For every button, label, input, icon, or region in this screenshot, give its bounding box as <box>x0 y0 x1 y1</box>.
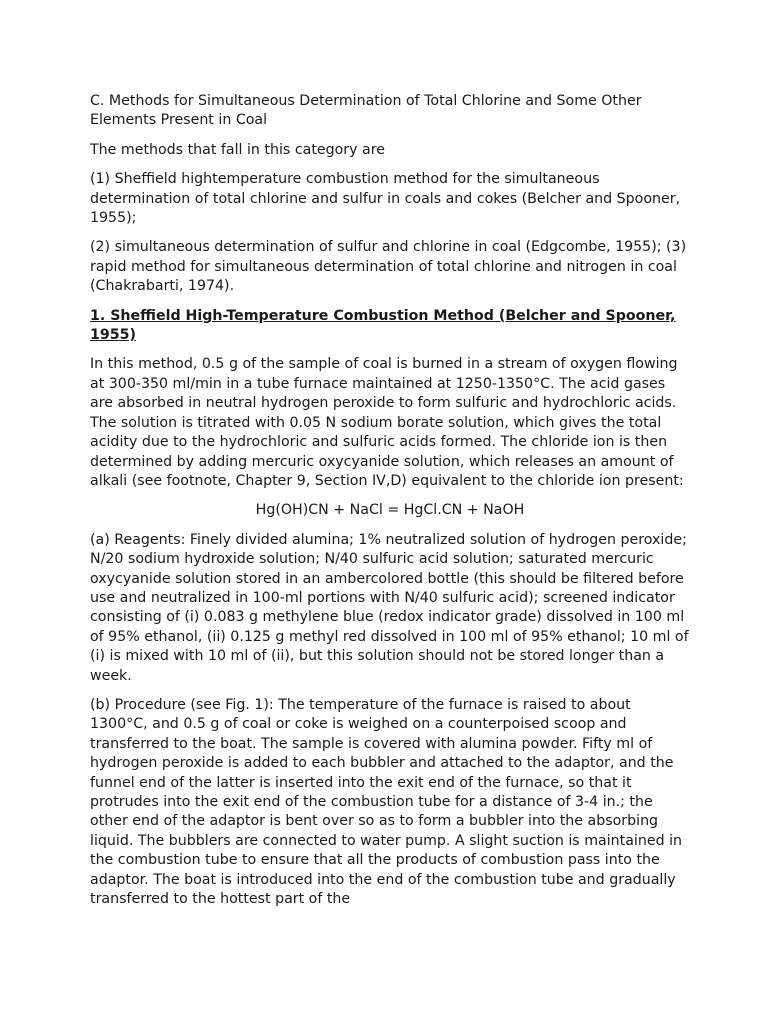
method-1-paragraph: (1) Sheffield hightemperature combustion method for the simultaneous determination of total chlorine and sulfur in coals and cokes (Belcher and Spooner, 1955); <box>90 171 681 227</box>
procedure-paragraph: (b) Procedure (see Fig. 1): The temperature of the furnace is raised to about 1300°C, and 0.5 g of coal or coke is weighed on a counterpoised scoop and transferred to the boat. The sample is covered with alumina powder. Fifty ml of hydrogen peroxide is added to each bubbler and attached to the adaptor, and the funnel end of the latter is inserted into the exit end of the furnace, so that it protrudes into the exit end of the combustion tube for a distance of 3-4 in.; the other end of the adaptor is bent over so as to form a bubbler into the absorbing liquid. The bubblers are connected to water pump. A slight suction is maintained in the combustion tube to ensure that all the products of combustion pass into the adaptor. The boat is introduced into the end of the combustion tube and gradually transferred to the hottest part of the <box>90 696 683 908</box>
method-description-paragraph: In this method, 0.5 g of the sample of coal is burned in a stream of oxygen flowing at 300-350 ml/min in a tube furnace maintained at 1250-1350°C. The acid gases are absorbed in neutral hydrogen peroxide to form sulfuric and hydrochloric acids. The solution is titrated with 0.05 N sodium borate solution, which gives the total acidity due to the hydrochloric and sulfuric acids formed. The chloride ion is then determined by adding mercuric oxycyanide solution, which releases an amount of alkali (see footnote, Chapter 9, Section IV,D) equivalent to the chloride ion present: <box>90 356 684 489</box>
category-intro-paragraph: The methods that fall in this category are <box>90 141 385 158</box>
section-heading: 1. Sheffield High-Temperature Combustion Method (Belcher and Spooner, 1955) <box>90 307 676 344</box>
method-2-3-paragraph: (2) simultaneous determination of sulfur and chlorine in coal (Edgcombe, 1955); (3) rapid method for simultaneous determination of total chlorine and nitrogen in coal (Chakrabarti, 1974). <box>90 239 687 295</box>
chemical-equation: Hg(OH)CN + NaCl = HgCl.CN + NaOH <box>255 502 525 519</box>
document-page <box>90 92 690 919</box>
section-title-paragraph: C. Methods for Simultaneous Determination of Total Chlorine and Some Other Elements Present in Coal <box>90 93 642 129</box>
reagents-paragraph: (a) Reagents: Finely divided alumina; 1% neutralized solution of hydrogen peroxide; N/20 sodium hydroxide solution; N/40 sulfuric acid solution; saturated mercuric oxycyanide solution stored in an ambercolored bottle (this should be filtered before use and neutralized in 100-ml portions with N/40 sulfuric acid); screened indicator consisting of (i) 0.083 g methylene blue (redox indicator grade) dissolved in 100 ml of 95% ethanol, (ii) 0.125 g methyl red dissolved in 100 ml of 95% ethanol; 10 ml of (i) is mixed with 10 ml of (ii), but this solution should not be stored longer than a week. <box>90 531 689 684</box>
